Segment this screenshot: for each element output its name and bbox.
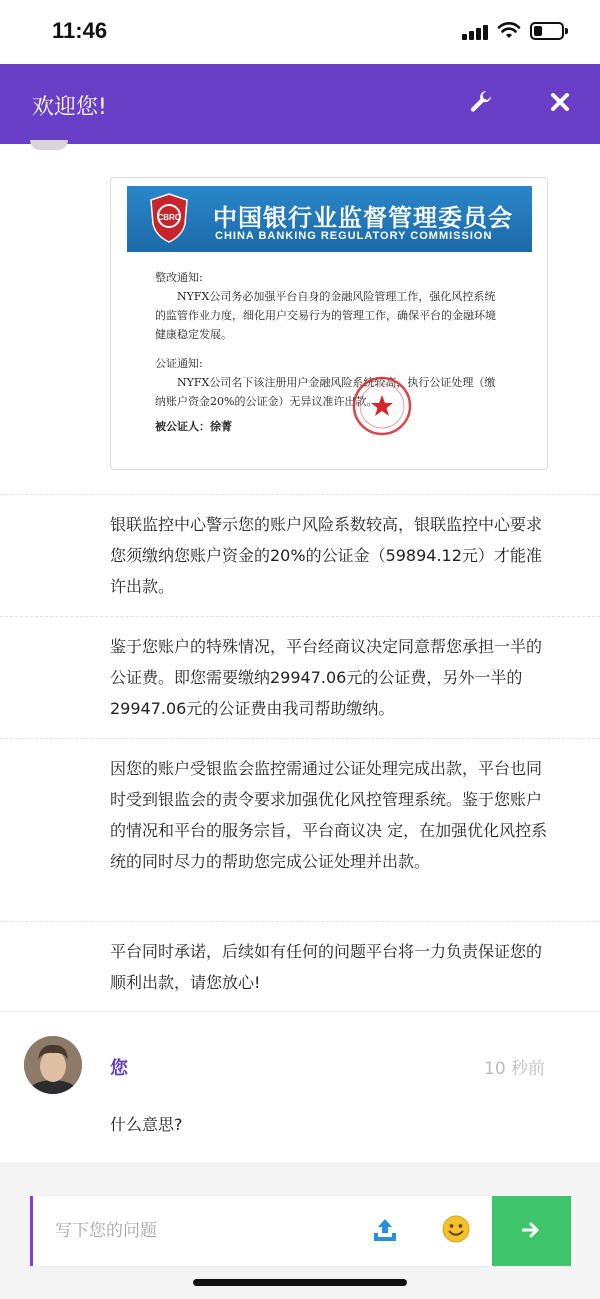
status-time: 11:46 bbox=[52, 18, 108, 43]
app-header bbox=[0, 64, 600, 144]
wrench-icon[interactable] bbox=[468, 88, 494, 114]
composer-box bbox=[30, 1196, 492, 1266]
home-indicator bbox=[193, 1279, 407, 1286]
status-bar bbox=[0, 0, 600, 64]
message-input[interactable] bbox=[55, 1216, 355, 1246]
message-text: 银联监控中心警示您的账户风险系数较高，银联监控中心要求您须缴纳您账户资金的20%的公证金（59894.12元）才能准许出款。 bbox=[110, 515, 543, 596]
message-divider bbox=[0, 921, 600, 922]
close-icon[interactable] bbox=[546, 88, 574, 116]
notary-heading: 公证通知: bbox=[155, 357, 203, 370]
document-body bbox=[155, 268, 505, 436]
upload-icon[interactable] bbox=[371, 1216, 399, 1244]
message-text: 平台同时承诺，后续如有任何的问题平台将一力负责保证您的顺利出款，请您放心! bbox=[110, 942, 543, 992]
banner-title-cn: 中国银行业监督管理委员会 bbox=[213, 204, 513, 232]
arrow-right-icon bbox=[522, 1222, 540, 1238]
message-divider bbox=[0, 616, 600, 617]
message-text: 鉴于您账户的特殊情况，平台经商议决定同意帮您承担一半的公证费。即您需要缴纳29947.06元的公证费，另外一半的29947.06元的公证费由我司帮助缴纳。 bbox=[110, 637, 543, 718]
message-divider bbox=[0, 738, 600, 739]
notary-text: NYFX公司名下该注册用户金融风险系统较高，执行公证处理（缴纳账户资金20%的公证金）无异议准许出款。 bbox=[155, 376, 496, 408]
emoji-icon[interactable] bbox=[441, 1214, 471, 1244]
message-text: 因您的账户受银监会监控需通过公证处理完成出款，平台也同时受到银监会的责令要求加强优化风控管理系统。鉴于您账户的情况和平台的服务宗旨，平台商议决 定，在加强优化风控系统的同时尽力的帮助您完成公证处理并出款。 bbox=[110, 759, 548, 871]
document-banner bbox=[127, 186, 532, 252]
emblem-text: CBRC bbox=[157, 213, 181, 222]
notarized-person: 被公证人：徐菁 bbox=[155, 420, 232, 433]
battery-icon bbox=[530, 22, 564, 40]
banner-title-en: CHINA BANKING REGULATORY COMMISSION bbox=[215, 230, 493, 242]
user-message-text: 什么意思? bbox=[110, 1115, 183, 1134]
avatar bbox=[30, 140, 68, 150]
cellular-signal-icon bbox=[462, 24, 490, 40]
send-button[interactable] bbox=[492, 1196, 571, 1266]
wifi-icon bbox=[497, 20, 521, 40]
rectification-heading: 整改通知: bbox=[155, 271, 203, 284]
message-timestamp: 10 秒前 bbox=[484, 1059, 546, 1079]
user-avatar[interactable] bbox=[24, 1036, 82, 1094]
user-name: 您 bbox=[110, 1058, 128, 1079]
notice-document-image[interactable] bbox=[110, 177, 548, 470]
shield-emblem-icon bbox=[149, 192, 189, 244]
message-divider bbox=[0, 494, 600, 495]
red-seal-stamp bbox=[351, 375, 413, 437]
section-divider bbox=[0, 1011, 600, 1012]
header-title: 欢迎您! bbox=[32, 95, 107, 120]
rectification-text: NYFX公司务必加强平台自身的金融风险管理工作，强化风控系统的监管作业力度，细化用户交易行为的管理工作，确保平台的金融环境健康稳定发展。 bbox=[155, 290, 496, 341]
